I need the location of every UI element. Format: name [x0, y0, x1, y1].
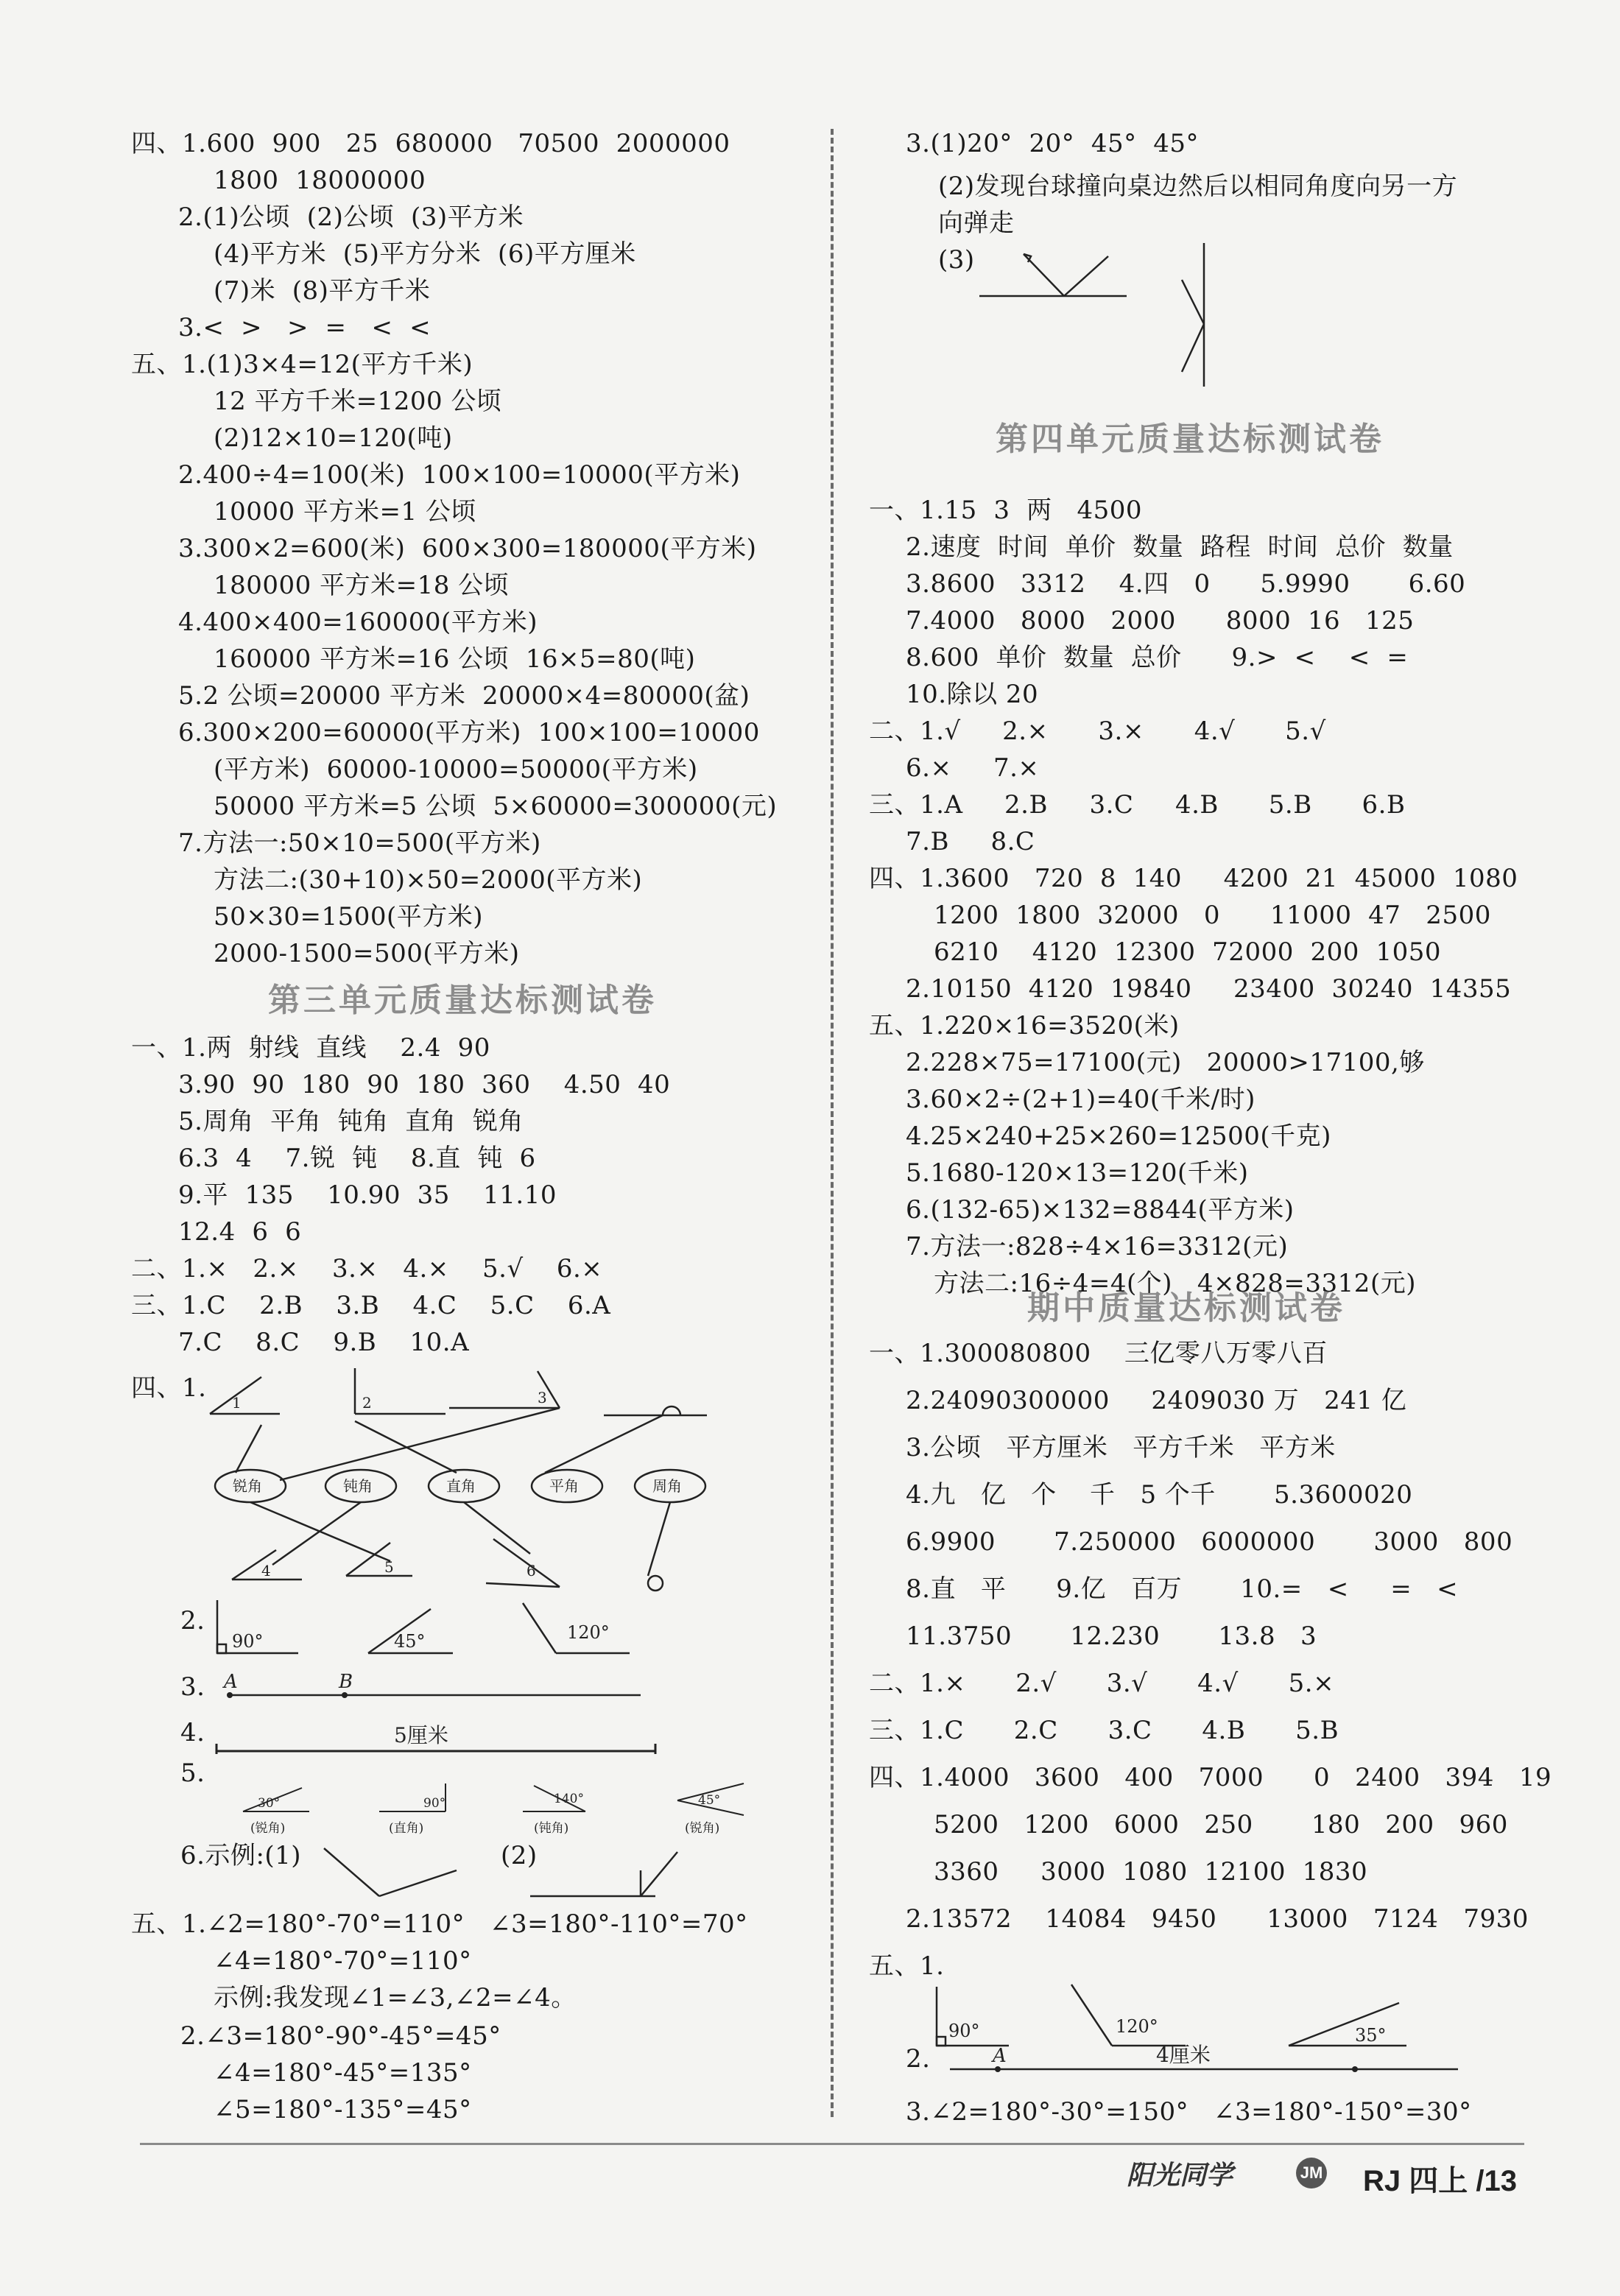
text-line: 8.直 平 9.亿 百万 10.= < = <: [906, 1574, 1459, 1604]
text-line: 2.10150 4120 19840 23400 30240 14355: [906, 974, 1512, 1004]
angle-value: 120°: [1116, 2016, 1158, 2037]
text-line: 向弹走: [938, 208, 1015, 238]
angle-value: 140°: [554, 1792, 584, 1806]
text-line: 5.2 公顷=20000 平方米 20000×4=80000(盆): [178, 681, 750, 711]
text-line: 4.: [180, 1718, 205, 1747]
text-line: 三、1.A 2.B 3.C 4.B 5.B 6.B: [869, 790, 1406, 820]
text-line: 3.300×2=600(米) 600×300=180000(平方米): [178, 534, 757, 563]
angle-value: 90°: [232, 1631, 264, 1652]
text-line: 3.∠2=180°-30°=150° ∠3=180°-150°=30°: [906, 2097, 1472, 2127]
text-line: 5200 1200 6000 250 180 200 960: [934, 1810, 1508, 1839]
midterm-segment-figure: [943, 2036, 1517, 2080]
text-line: 50×30=1500(平方米): [214, 902, 484, 932]
text-line: 3.: [180, 1672, 205, 1702]
text-line: 6.3 4 7.锐 钝 8.直 钝 6: [178, 1144, 536, 1173]
text-line: 8.600 单价 数量 总价 9.> < < =: [906, 643, 1409, 672]
jm-badge: JM: [1296, 2158, 1327, 2188]
fig-number: 5: [384, 1558, 394, 1576]
text-line: 三、1.C 2.C 3.C 4.B 5.B: [869, 1716, 1339, 1745]
angle-value: 45°: [698, 1793, 721, 1808]
text-line: 2.24090300000 2409030 万 241 亿: [906, 1386, 1407, 1415]
text-line: 方法二:16÷4=4(个) 4×828=3312(元): [934, 1269, 1416, 1298]
text-line: 6.(132-65)×132=8844(平方米): [906, 1195, 1295, 1225]
angle-value: 35°: [1355, 2025, 1387, 2046]
text-line: 3360 3000 1080 12100 1830: [934, 1857, 1368, 1887]
segment-ab-figure: [214, 1672, 655, 1708]
text-line: 6.9900 7.250000 6000000 3000 800: [906, 1527, 1513, 1557]
billiard-reflection-figure: [972, 243, 1215, 390]
text-line: 2.228×75=17100(元) 20000>17100,够: [906, 1048, 1425, 1077]
text-line: 7.4000 8000 2000 8000 16 125: [906, 606, 1415, 635]
brand-logo: 阳光同学: [1127, 2160, 1233, 2191]
text-line: (3): [938, 245, 975, 275]
text-line: 10.除以 20: [906, 680, 1039, 709]
point-label: A: [993, 2045, 1007, 2067]
text-line: 6.× 7.×: [906, 753, 1040, 783]
column-divider: [831, 129, 834, 2117]
section-title-unit4: 第四单元质量达标测试卷: [996, 420, 1384, 458]
text-line: 7.方法一:828÷4×16=3312(元): [906, 1232, 1289, 1261]
angle-kind-label: (直角): [389, 1821, 424, 1836]
footer-rule: [140, 2143, 1524, 2145]
text-line: 160000 平方米=16 公顷 16×5=80(吨): [214, 644, 696, 674]
text-line: 二、1.√ 2.× 3.× 4.√ 5.√: [869, 716, 1326, 746]
text-line: 2.: [180, 1606, 205, 1635]
text-line: (2): [501, 1841, 538, 1870]
point-label: B: [339, 1671, 353, 1693]
text-line: 6.300×200=60000(平方米) 100×100=10000: [178, 718, 760, 747]
text-line: 2.: [906, 2044, 931, 2074]
angle-kind-label: (钝角): [534, 1821, 569, 1836]
text-line: ∠5=180°-135°=45°: [214, 2095, 472, 2124]
angle-value: 90°: [423, 1796, 446, 1811]
angle-value: 30°: [258, 1796, 281, 1811]
text-line: 4.25×240+25×260=12500(千克): [906, 1121, 1331, 1151]
text-line: 2.13572 14084 9450 13000 7124 7930: [906, 1904, 1529, 1934]
fig-number: 6: [526, 1562, 536, 1580]
text-line: 3.公顷 平方厘米 平方千米 平方米: [906, 1433, 1336, 1462]
angle-value: 45°: [394, 1631, 426, 1652]
text-line: 5.1680-120×13=120(千米): [906, 1158, 1249, 1188]
text-line: 方法二:(30+10)×50=2000(平方米): [214, 865, 643, 895]
text-line: 3.90 90 180 90 180 360 4.50 40: [178, 1070, 671, 1099]
text-line: 3.< > > = < <: [178, 313, 432, 342]
angle-kind-label: 直角: [446, 1477, 476, 1495]
text-line: 示例:我发现∠1=∠3,∠2=∠4。: [214, 1983, 577, 2012]
text-line: 7.B 8.C: [906, 827, 1035, 856]
text-line: 五、1.∠2=180°-70°=110° ∠3=180°-110°=70°: [131, 1909, 748, 1939]
point-label: A: [224, 1671, 238, 1693]
angle-kind-label: (锐角): [685, 1821, 720, 1836]
text-line: 12 平方千米=1200 公顷: [214, 387, 502, 416]
fig-number: 2: [362, 1394, 372, 1412]
text-line: 3.8600 3312 4.四 0 5.9990 6.60: [906, 569, 1466, 599]
text-line: ∠4=180°-45°=135°: [214, 2058, 472, 2088]
angle-kind-label: 平角: [549, 1477, 579, 1495]
text-line: 1800 18000000: [214, 166, 426, 195]
text-line: 四、1.3600 720 8 140 4200 21 45000 1080: [869, 864, 1518, 893]
text-line: 9.平 135 10.90 35 11.10: [178, 1180, 557, 1210]
page-number: RJ 四上 /13: [1363, 2165, 1517, 2197]
text-line: 一、1.15 3 两 4500: [869, 496, 1143, 525]
text-line: 5.: [180, 1758, 205, 1788]
text-line: 2.400÷4=100(米) 100×100=10000(平方米): [178, 460, 741, 490]
text-line: 7.C 8.C 9.B 10.A: [178, 1328, 470, 1357]
length-5cm-figure: [214, 1716, 663, 1760]
text-line: 12.4 6 6: [178, 1217, 302, 1247]
text-line: 四、1.: [131, 1373, 207, 1403]
text-line: 3.(1)20° 20° 45° 45°: [906, 129, 1200, 158]
text-line: 3.60×2÷(2+1)=40(千米/时): [906, 1085, 1256, 1114]
text-line: 一、1.300080800 三亿零八万零八百: [869, 1339, 1328, 1368]
text-line: 10000 平方米=1 公顷: [214, 497, 476, 527]
angle-kind-label: 锐角: [233, 1477, 262, 1495]
text-line: 五、1.(1)3×4=12(平方千米): [131, 350, 473, 379]
text-line: 一、1.两 射线 直线 2.4 90: [131, 1033, 490, 1063]
angle-matching-figure: [191, 1362, 751, 1598]
text-line: 四、1.600 900 25 680000 70500 2000000: [131, 129, 730, 158]
text-line: 二、1.× 2.√ 3.√ 4.√ 5.×: [869, 1669, 1335, 1698]
fig-number: 3: [538, 1389, 547, 1406]
angle-value: 120°: [567, 1622, 610, 1643]
text-line: 1200 1800 32000 0 11000 47 2500: [934, 901, 1491, 930]
angle-value: 90°: [948, 2021, 980, 2041]
text-line: (平方米) 60000-10000=50000(平方米): [214, 755, 698, 784]
section-title-unit3: 第三单元质量达标测试卷: [268, 982, 657, 1019]
section-title-midterm: 期中质量达标测试卷: [1027, 1289, 1345, 1327]
text-line: 五、1.: [869, 1951, 945, 1981]
text-line: 2.(1)公顷 (2)公顷 (3)平方米: [178, 203, 524, 232]
drawn-angles-figure: [210, 1594, 711, 1661]
fig-number: 4: [261, 1562, 271, 1580]
text-line: (2)12×10=120(吨): [214, 423, 453, 453]
text-line: (7)米 (8)平方千米: [214, 276, 431, 306]
text-line: 二、1.× 2.× 3.× 4.× 5.√ 6.×: [131, 1254, 603, 1283]
length-label: 5厘米: [394, 1723, 448, 1747]
text-line: 2.速度 时间 单价 数量 路程 时间 总价 数量: [906, 532, 1454, 562]
text-line: 2000-1500=500(平方米): [214, 939, 520, 968]
text-line: 四、1.4000 3600 400 7000 0 2400 394 19: [869, 1763, 1552, 1792]
text-line: 180000 平方米=18 公顷: [214, 571, 510, 600]
text-line: 6210 4120 12300 72000 200 1050: [934, 937, 1441, 967]
text-line: 三、1.C 2.B 3.B 4.C 5.C 6.A: [131, 1291, 611, 1320]
angle-kind-label: (锐角): [250, 1821, 286, 1836]
text-line: 7.方法一:50×10=500(平方米): [178, 828, 541, 858]
text-line: 2.∠3=180°-90°-45°=45°: [180, 2021, 501, 2051]
classified-angles-figure: [236, 1782, 751, 1841]
angle-kind-label: 钝角: [343, 1477, 373, 1495]
text-line: (4)平方米 (5)平方分米 (6)平方厘米: [214, 239, 636, 269]
length-label: 4厘米: [1156, 2043, 1211, 2067]
text-line: (2)发现台球撞向桌边然后以相同角度向另一方: [938, 172, 1458, 201]
text-line: 6.示例:(1): [180, 1841, 302, 1870]
text-line: 4.九 亿 个 千 5 个千 5.3600020: [906, 1480, 1413, 1510]
text-line: 11.3750 12.230 13.8 3: [906, 1621, 1317, 1651]
text-line: 4.400×400=160000(平方米): [178, 608, 538, 637]
angle-kind-label: 周角: [652, 1477, 682, 1495]
text-line: 五、1.220×16=3520(米): [869, 1011, 1180, 1040]
text-line: 5.周角 平角 钝角 直角 锐角: [178, 1107, 524, 1136]
text-line: 50000 平方米=5 公顷 5×60000=300000(元): [214, 792, 778, 821]
fig-number: 1: [232, 1394, 242, 1412]
text-line: ∠4=180°-70°=110°: [214, 1946, 472, 1976]
